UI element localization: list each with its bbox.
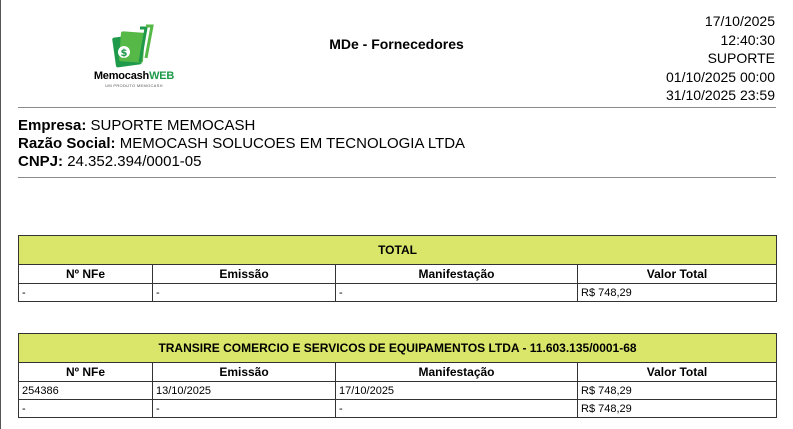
col-header-valor: Valor Total <box>578 265 777 284</box>
cell-emissao: - <box>153 284 336 302</box>
report-meta <box>666 12 775 105</box>
table-row <box>19 400 777 418</box>
cell-manifestacao: - <box>336 284 578 302</box>
empresa-line: Empresa: SUPORTE MEMOCASH <box>18 117 256 134</box>
col-header-nfe: Nº NFe <box>19 265 153 284</box>
report-user: SUPORTE <box>707 50 775 66</box>
col-header-emissao: Emissão <box>153 265 336 284</box>
memocash-logo <box>88 22 180 90</box>
col-header-valor: Valor Total <box>578 363 777 382</box>
cnpj-line: CNPJ: 24.352.394/0001-05 <box>18 153 202 170</box>
col-header-manifestacao: Manifestação <box>336 265 578 284</box>
cell-nfe: - <box>19 400 153 418</box>
col-header-nfe: Nº NFe <box>19 363 153 382</box>
report-title: MDe - Fornecedores <box>329 36 464 52</box>
cell-valor: R$ 748,29 <box>578 382 777 400</box>
cell-manifestacao: - <box>336 400 578 418</box>
cell-nfe: - <box>19 284 153 302</box>
razao-social-line: Razão Social: MEMOCASH SOLUCOES EM TECNOLOGIA LTDA <box>18 135 466 152</box>
cell-valor: R$ 748,29 <box>578 284 777 302</box>
report-time: 12:40:30 <box>720 31 775 48</box>
col-header-manifestacao: Manifestação <box>336 363 578 382</box>
cell-emissao: 13/10/2025 <box>153 382 336 400</box>
cell-manifestacao: 17/10/2025 <box>336 382 578 400</box>
logo-wordmark: MemocashWEB <box>93 70 175 82</box>
supplier-table-title: TRANSIRE COMERCIO E SERVICOS DE EQUIPAMENTOS LTDA - 11.603.135/0001-68 <box>19 334 777 363</box>
period-end: 31/10/2025 23:59 <box>666 87 775 103</box>
col-header-emissao: Emissão <box>153 363 336 382</box>
period-start: 01/10/2025 00:00 <box>666 68 775 85</box>
company-info <box>18 117 465 171</box>
info-divider <box>18 177 776 178</box>
total-table-title: TOTAL <box>19 236 777 265</box>
report-date: 17/10/2025 <box>704 13 775 29</box>
table-row <box>19 382 777 400</box>
svg-text:$: $ <box>120 48 128 59</box>
cell-nfe: 254386 <box>19 382 153 400</box>
table-row <box>19 284 777 302</box>
page-border <box>0 0 1 429</box>
supplier-table <box>18 333 777 418</box>
logo-tagline: UM PRODUTO MEMOCASH <box>105 83 163 88</box>
cell-emissao: - <box>153 400 336 418</box>
total-table <box>18 235 777 302</box>
cell-valor: R$ 748,29 <box>578 400 777 418</box>
header-divider <box>18 107 776 108</box>
